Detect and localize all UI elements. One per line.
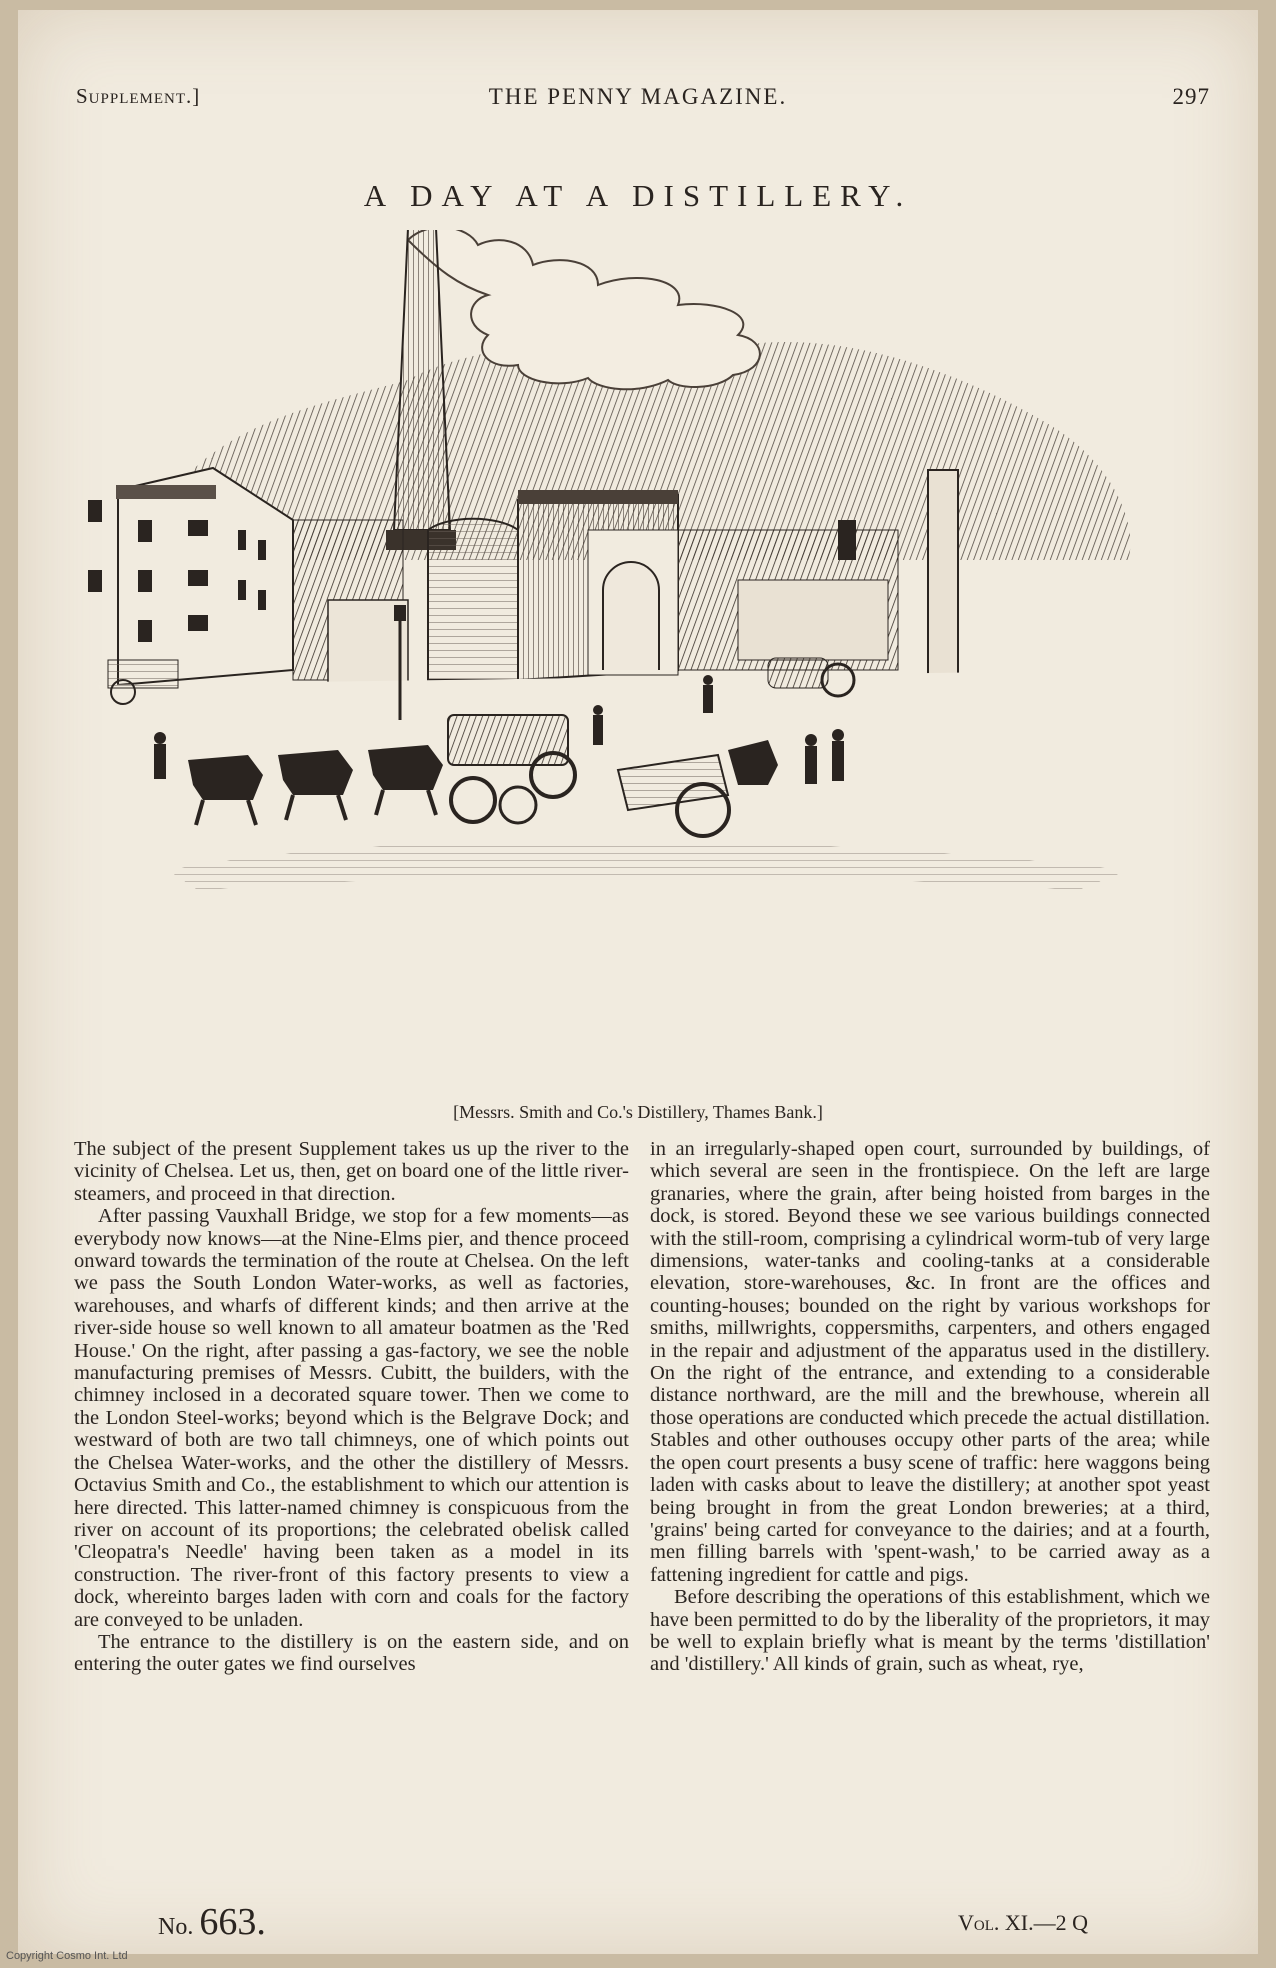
far-left-window bbox=[88, 500, 102, 522]
magazine-page bbox=[18, 10, 1258, 1954]
illustration-caption: [Messrs. Smith and Co.'s Distillery, Thames Bank.] bbox=[453, 1102, 823, 1122]
far-left-window-2 bbox=[88, 570, 102, 592]
chimney bbox=[394, 230, 450, 530]
paragraph: in an irregularly-shaped open court, surrounded by buildings, of which several are seen in the frontispiece. On the left are large granaries, where the grain, after being hoisted from barges in the dock, is stored. Beyond these we see various buildings connected with the still-room, comprising a cylindrical worm-tub of very large dimensions, water-tanks and cooling-tanks at a considerable elevation, store-warehouses, &c. In front are the offices and counting-houses; bounded on the right by various workshops for smiths, millwrights, coppersmiths, carpenters, and others engaged in the repair and adjustment of the apparatus used in the distillery. On the right of the entrance, and extending to a considerable distance northward, are the mill and the brewhouse, wherein all those operations are conducted which precede the actual distillation. Stables and other outhouses occupy other parts of the area; while the open court presents a busy scene of traffic: here waggons being laden with casks about to leave the distillery; at another spot yeast being brought in from the great London breweries; at a third, 'grains' being carted for conveyance to the dairies; and at a fourth, men filling barrels with 'spent-wash,' to be carried away as a fattening ingredient for cattle and pigs. bbox=[650, 1138, 1210, 1586]
small-chimney bbox=[838, 520, 856, 560]
cask-wagon bbox=[448, 715, 568, 765]
text-column-right bbox=[650, 1138, 1210, 1676]
worm-tub bbox=[428, 519, 518, 680]
issue-number bbox=[158, 1900, 266, 1944]
issue-number-label: No. bbox=[158, 1914, 194, 1940]
issue-number-value: 663. bbox=[199, 1901, 266, 1943]
arched-doorway bbox=[603, 562, 659, 670]
lamp-head bbox=[394, 605, 406, 621]
volume-signature: Vol. XI.—2 Q bbox=[958, 1910, 1088, 1935]
article-title: A DAY AT A DISTILLERY. bbox=[363, 178, 913, 213]
paragraph: The subject of the present Supplement takes us up the river to the vicinity of Chelsea. Let us, then, get on board one of the little river-steamers, and proceed in that direction. bbox=[74, 1138, 629, 1205]
copyright-notice: Copyright Cosmo Int. Ltd bbox=[6, 1950, 128, 1962]
counting-house bbox=[738, 580, 888, 660]
still-house-cornice bbox=[518, 490, 678, 504]
granary-roof bbox=[116, 485, 216, 499]
right-tower bbox=[928, 470, 958, 680]
granary-cart bbox=[108, 660, 178, 688]
paragraph: Before describing the operations of this establishment, which we have been permitted to do by the liberality of the proprietors, it may be well to explain briefly what is meant by the terms 'distillation' and 'distillery.' All kinds of grain, such as wheat, rye, bbox=[650, 1586, 1210, 1676]
running-head-title: THE PENNY MAGAZINE. bbox=[488, 84, 788, 109]
page-number: 297 bbox=[1172, 84, 1210, 109]
spent-wash-barrel-cart bbox=[768, 658, 828, 688]
running-head-left: Supplement.] bbox=[76, 84, 201, 108]
paragraph: The entrance to the distillery is on the eastern side, and on entering the outer gates we find ourselves bbox=[74, 1630, 629, 1676]
distillery-engraving bbox=[78, 230, 1198, 1110]
text-column-left bbox=[74, 1138, 629, 1676]
paragraph: After passing Vauxhall Bridge, we stop for a few moments—as everybody now knows—at the Nine-Elms pier, and thence proceed onward towards the termination of the route at Chelsea. On the left we pass the South London Water-works, as well as factories, warehouses, and wharfs of different kinds; and then arrive at the river-side house so well known to all amateur boatmen as the 'Red House.' On the right, after passing a gas-factory, we see the noble manufacturing premises of Messrs. Cubitt, the builders, with the chimney inclosed in a decorated square tower. Then we come to the London Steel-works; beyond which is the Belgrave Dock; and westward of both are two tall chimneys, one of which points out the Chelsea Water-works, and the other the distillery of Messrs. Octavius Smith and Co., the establishment to which our attention is here directed. This latter-named chimney is conspicuous from the river on account of its proportions; the celebrated obelisk called 'Cleopatra's Needle' having been taken as a model in its construction. The river-front of this factory presents to view a dock, whereinto barges laden with corn and coals for the factory are conveyed to be unladen. bbox=[74, 1205, 629, 1631]
